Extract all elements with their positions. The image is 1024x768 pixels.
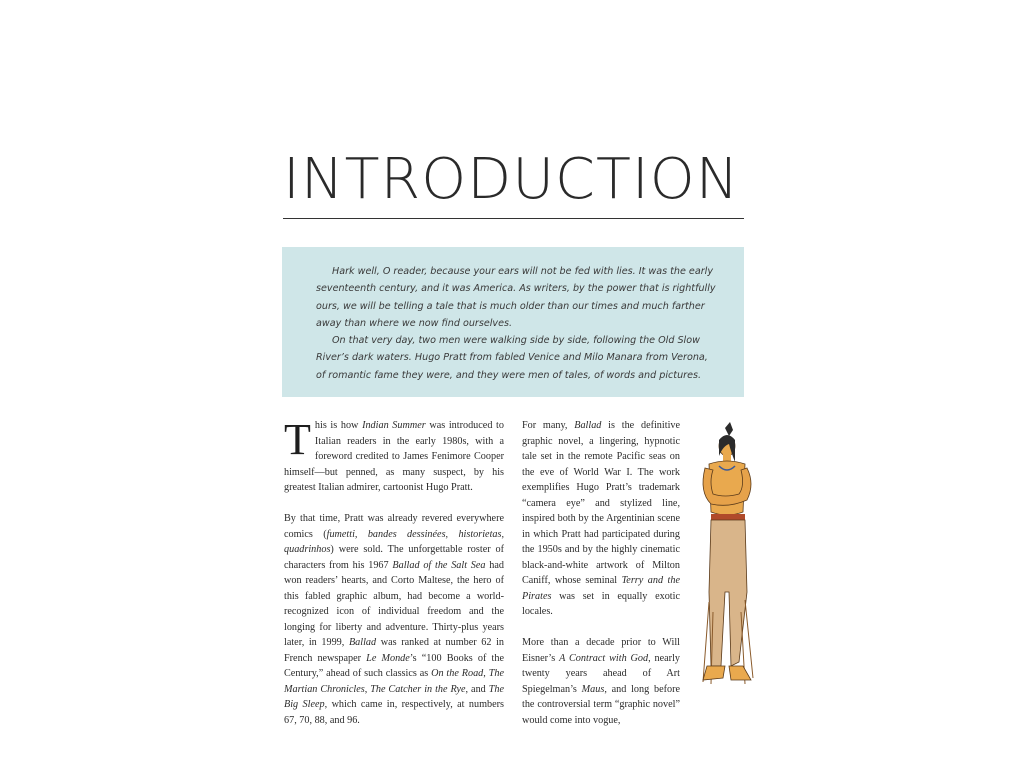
epigraph-paragraph-1: Hark well, O reader, because your ears will not be fed with lies. It was the early seventeenth century, and it was America. As writers, by the power that is rightfully ours, we will be telling a tale that is much older than our times and much farther away than where we now find ourselves. — [316, 266, 716, 330]
native-figure-illustration — [681, 422, 767, 696]
page-title: INTRODUCTION — [283, 147, 740, 212]
drop-cap: T — [284, 415, 311, 464]
body-column-right — [522, 418, 680, 744]
body-paragraph-1: This is how Indian Summer was introduced to Italian readers in the early 1980s, with a foreword credited to James Fenimore Cooper himself—but penned, as many suspect, by his greatest Italian admirer, cartoonist Hugo Pratt. — [284, 415, 504, 493]
title-rule — [283, 218, 744, 219]
body-paragraph-4: More than a decade prior to Will Eisner’s A Contract with God, nearly twenty years ahead of Art Spiegelman’s Maus, and long before the controversial term “graphic novel” would come into vogue, — [522, 637, 680, 726]
body-column-left — [284, 415, 505, 744]
epigraph-paragraph-2: On that very day, two men were walking side by side, following the Old Slow River’s dark waters. Hugo Pratt from fabled Venice and Milo Manara from Verona, of romantic fame they were, and they were men of tales, of words and pictures. — [316, 335, 708, 381]
epigraph-callout — [282, 247, 744, 397]
body-paragraph-2: By that time, Pratt was already revered everywhere comics (fumetti, bandes dessinées, historietas, quadrinhos) were sold. The unforgettable roster of characters from his 1967 Ballad of the Salt Sea had won readers’ hearts, and Corto Maltese, the hero of this fabled graphic album, had become a world-recognized icon of individual freedom and the longing for liberty and adventure. Thirty-plus years later, in 1999, Ballad was ranked at number 62 in French newspaper Le Monde’s “100 Books of the Century,” ahead of such classics as On the Road, The Martian Chronicles, The Catcher in the Rye, and The Big Sleep, which came in, respectively, at numbers 67, 70, 88, and 96. — [284, 513, 505, 726]
body-paragraph-3: For many, Ballad is the definitive graphic novel, a lingering, hypnotic tale set in the remote Pacific seas on the eve of World War I. The work exemplifies Hugo Pratt’s trademark “camera eye” and stylized line, inspired both by the Argentinian scene in which Pratt had participated during the 1950s and by the highly cinematic black-and-white artwork of Milton Caniff, whose seminal Terry and the Pirates was set in equally exotic locales. — [522, 420, 681, 617]
